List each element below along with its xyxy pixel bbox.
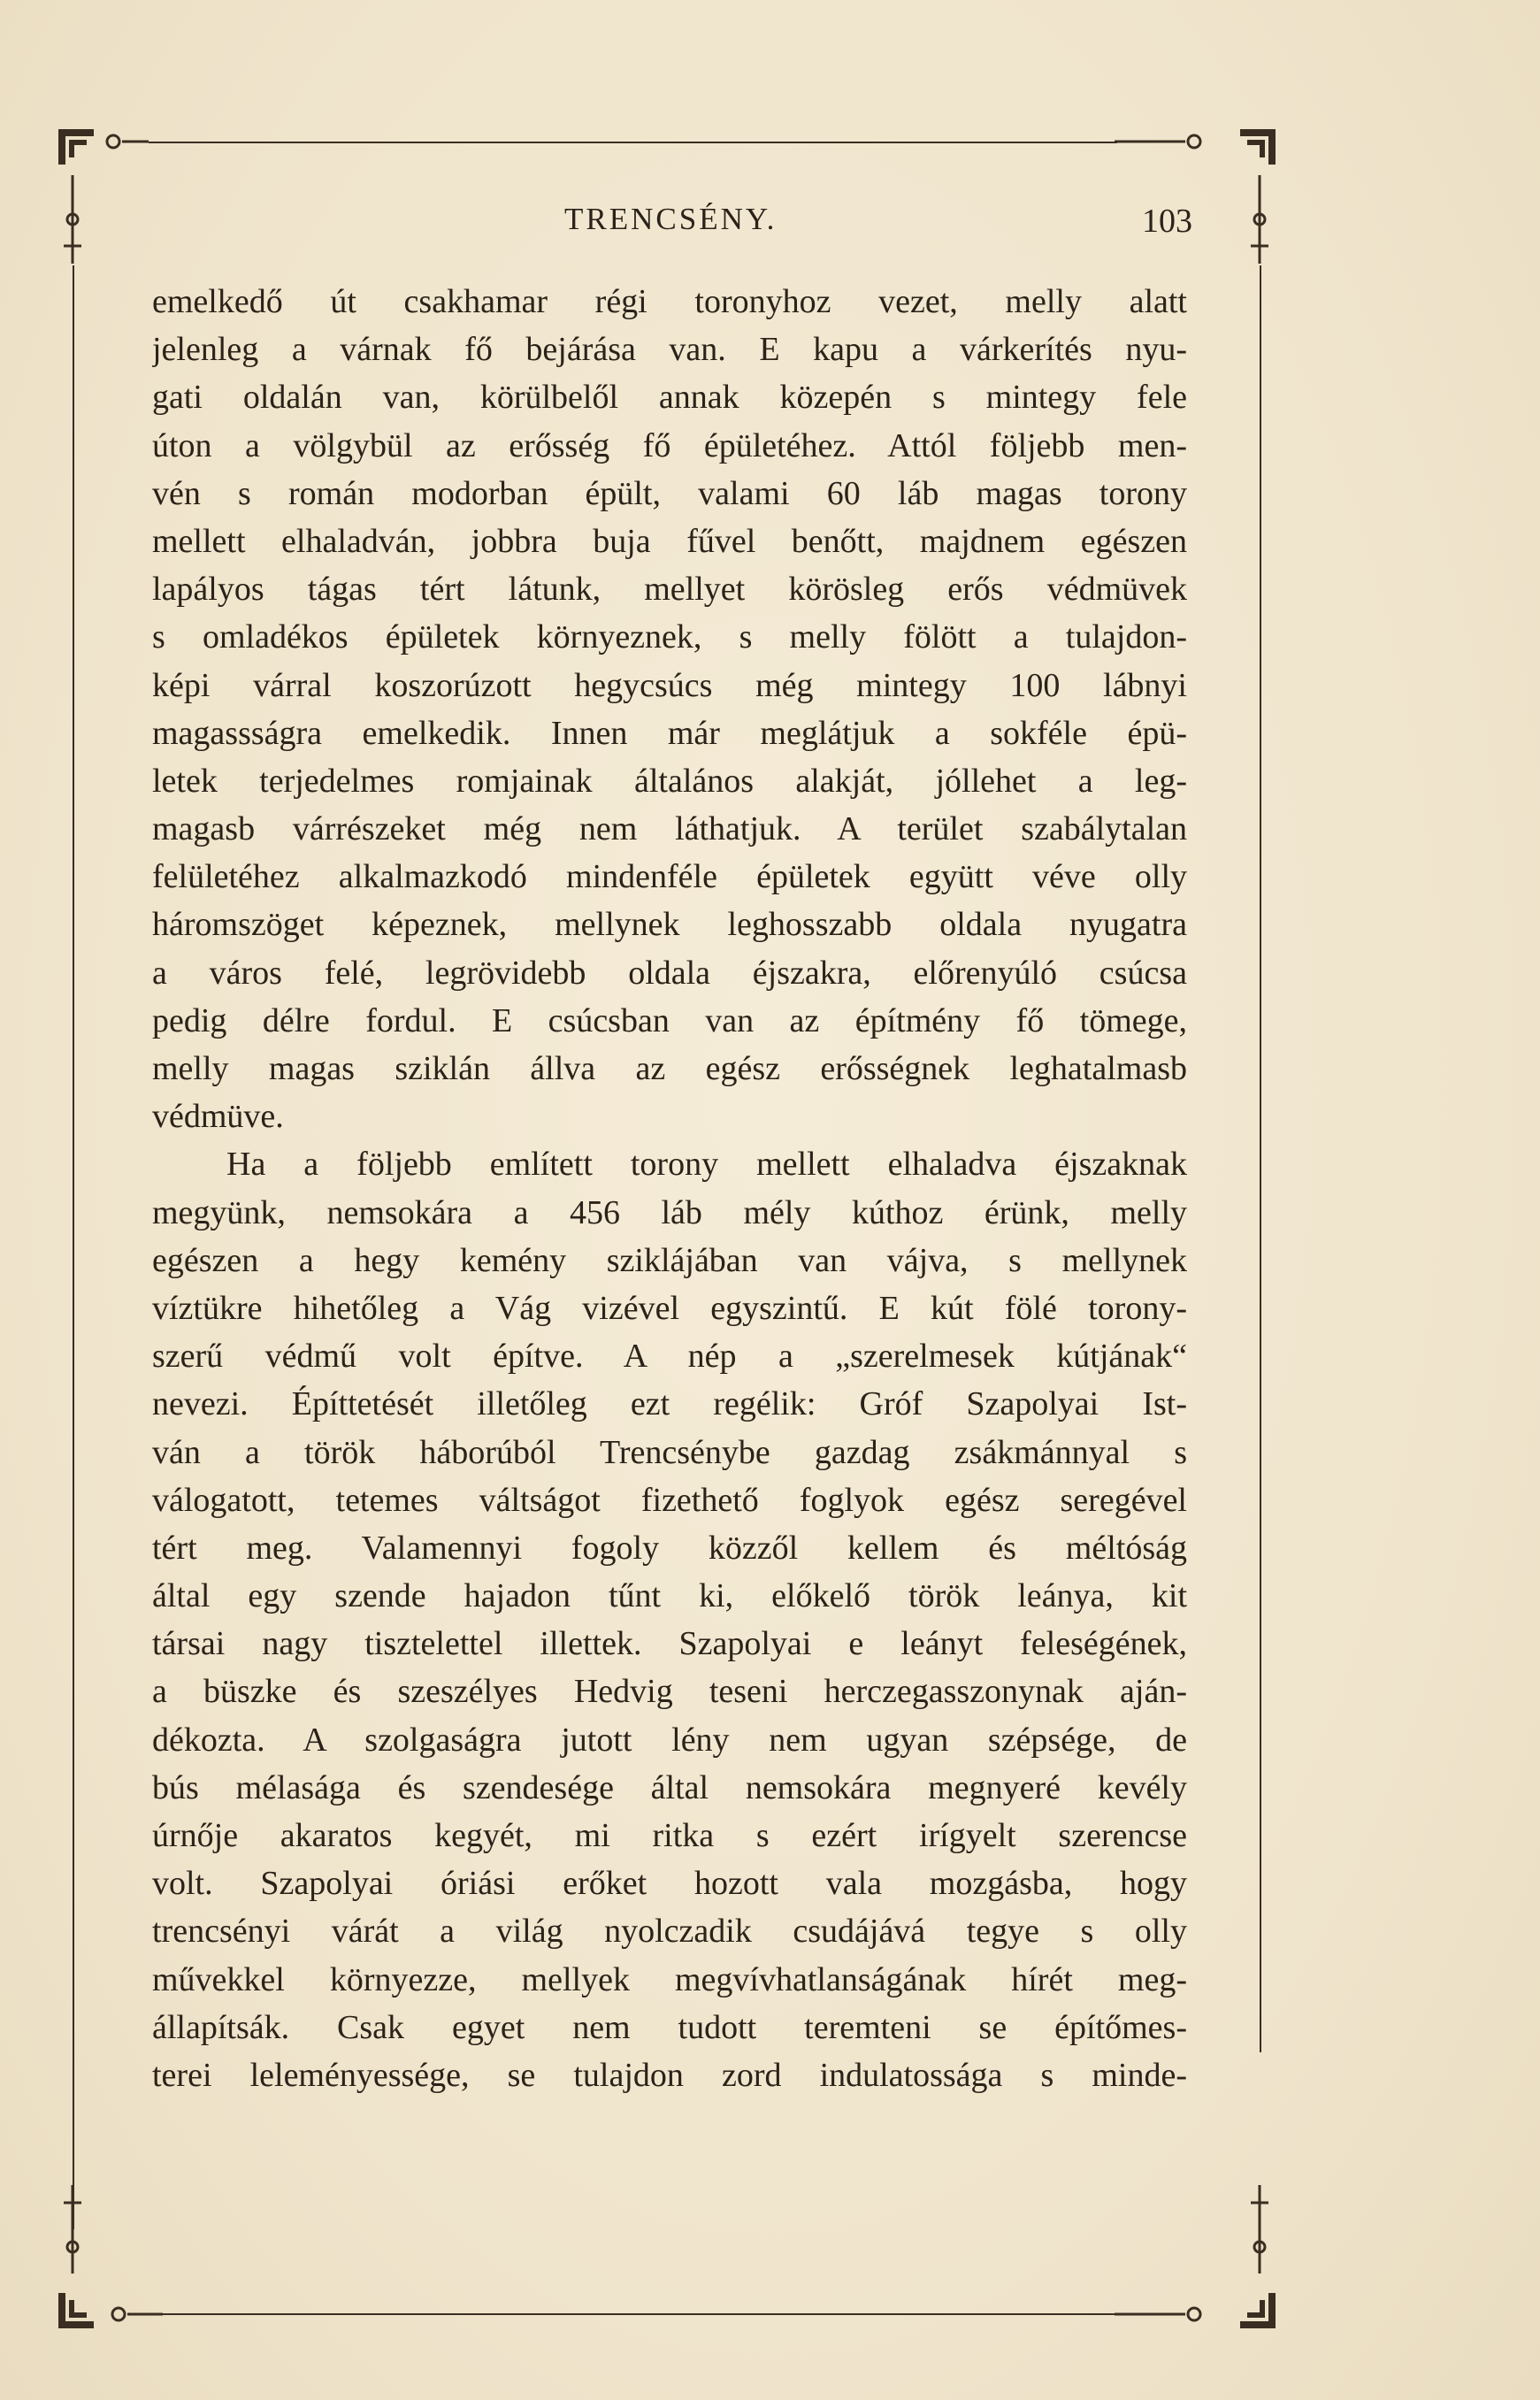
running-head [149, 202, 1192, 246]
text-line: válogatott, tetemes váltságot fizethető foglyok egész seregével [152, 1481, 1187, 1519]
text-line: ván a török háborúból Trencsénybe gazdag zsákmánnyal s [152, 1433, 1187, 1471]
text-line: védmüve. [152, 1098, 284, 1136]
paragraph-first-line: Ha a följebb említett torony mellett elhaladva éjszaknak [226, 1146, 1187, 1184]
top-right-ornament-icon [1106, 122, 1283, 272]
text-line: egészen a hegy kemény sziklájában van vájva, s mellynek [152, 1241, 1187, 1279]
text-line: nevezi. Építtetését illetőleg ezt regélik: Gróf Szapolyai Ist- [152, 1385, 1187, 1423]
text-line: víztükre hihetőleg a Vág vizével egyszintű. E kút fölé torony- [152, 1289, 1187, 1327]
text-line: emelkedő út csakhamar régi toronyhoz vezet, melly alatt [152, 283, 1187, 320]
text-line: képi várral koszorúzott hegycsúcs még mintegy 100 lábnyi [152, 666, 1187, 704]
text-line: bús mélasága és szendesége által nemsokára megnyeré kevély [152, 1768, 1187, 1806]
text-line: társai nagy tisztelettel illettek. Szapolyai e leányt feleségének, [152, 1625, 1187, 1663]
text-line: mellett elhaladván, jobbra buja fűvel benőtt, majdnem egészen [152, 522, 1187, 560]
text-line: pedig délre fordul. E csúcsban van az építmény fő tömege, [152, 1001, 1187, 1039]
text-line: jelenleg a várnak fő bejárása van. E kapu a várkerítés nyu- [152, 331, 1187, 369]
text-line: művekkel környezze, mellyek megvívhatlanságának hírét meg- [152, 1960, 1187, 1998]
text-line: magassságra emelkedik. Innen már meglátjuk a sokféle épü- [152, 714, 1187, 752]
bottom-border-rule [149, 2313, 1117, 2315]
text-line: letek terjedelmes romjainak általános alakját, jóllehet a leg- [152, 762, 1187, 800]
body-text [152, 278, 1187, 2099]
text-line: s omladékos épületek környeznek, s melly fölött a tulajdon- [152, 618, 1187, 656]
text-line: dékozta. A szolgaságra jutott lény nem ugyan szépsége, de [152, 1721, 1187, 1759]
text-line: úton a völgybül az erősség fő épületéhez. Attól följebb men- [152, 426, 1187, 464]
text-line: vén s román modorban épült, valami 60 láb magas torony [152, 474, 1187, 512]
page-number: 103 [1142, 203, 1192, 240]
text-line: tért meg. Valamennyi fogoly közzől kellem és méltóság [152, 1529, 1187, 1567]
page-title: TRENCSÉNY. [564, 202, 778, 236]
text-line: magasb várrészeket még nem láthatjuk. A terület szabálytalan [152, 810, 1187, 848]
text-line: gati oldalán van, körülbelől annak közepén s mintegy fele [152, 379, 1187, 417]
bottom-left-ornament-icon [51, 2176, 175, 2335]
text-line: melly magas sziklán állva az egész erősségnek leghatalmasb [152, 1050, 1187, 1087]
top-border-rule [149, 142, 1117, 143]
text-line: lapályos tágas tért látunk, mellyet körösleg erős védmüvek [152, 571, 1187, 609]
text-line: által egy szende hajadon tűnt ki, előkelő török leánya, kit [152, 1577, 1187, 1615]
text-line: úrnője akaratos kegyét, mi ritka s ezért irígyelt szerencse [152, 1817, 1187, 1854]
text-line: felületéhez alkalmazkodó mindenféle épületek együtt véve olly [152, 858, 1187, 896]
bottom-right-ornament-icon [1106, 2176, 1283, 2335]
text-line: háromszöget képeznek, mellynek leghosszabb oldala nyugatra [152, 906, 1187, 944]
text-line: a város felé, legrövidebb oldala éjszakra, előrenyúló csúcsa [152, 954, 1187, 992]
text-line: megyünk, nemsokára a 456 láb mély kúthoz érünk, melly [152, 1193, 1187, 1231]
top-left-ornament-icon [51, 122, 157, 272]
text-line: volt. Szapolyai óriási erőket hozott vala mozgásba, hogy [152, 1865, 1187, 1903]
right-border-rule [1260, 265, 1261, 2052]
text-line: trencsényi várát a világ nyolczadik csudájává tegye s olly [152, 1913, 1187, 1951]
text-line: a büszke és szeszélyes Hedvig teseni herczegasszonynak aján- [152, 1673, 1187, 1711]
left-border-rule [73, 265, 74, 2229]
text-line: szerű védmű volt építve. A nép a „szerelmesek kútjának“ [152, 1338, 1187, 1376]
text-line: terei leleményessége, se tulajdon zord indulatossága s minde- [152, 2056, 1187, 2094]
text-line: állapítsák. Csak egyet nem tudott teremteni se építőmes- [152, 2008, 1187, 2046]
